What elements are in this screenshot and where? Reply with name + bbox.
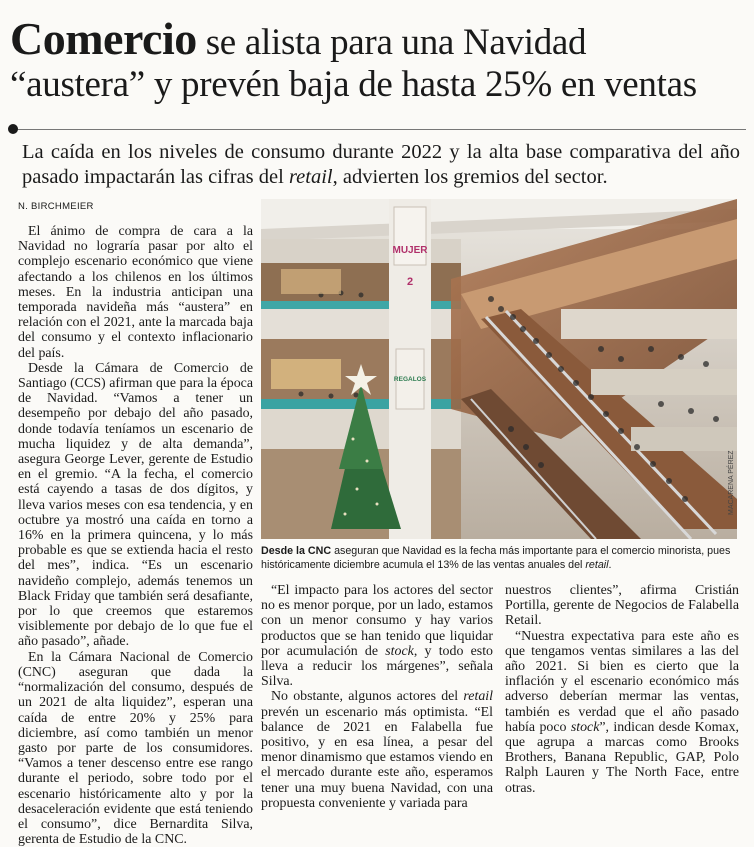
text-run: “El impacto para los actores del sector no es menor porque, por un lado, estamos con un menor consumo y hay varios productos que se han tenido que liquidar por acumulación de <box>261 583 493 659</box>
headline <box>10 13 750 106</box>
byline: N. BIRCHMEIER <box>18 201 94 212</box>
photo-caption <box>261 544 737 572</box>
sign-floor-number: 2 <box>406 276 414 288</box>
mall-photo <box>261 199 737 539</box>
paragraph <box>261 689 493 811</box>
text-italic: stock <box>570 719 600 735</box>
paragraph: nuestros clientes”, afirma Cristián Portilla, gerente de Negocios de Falabella Retail. <box>505 583 739 629</box>
photo-credit: MACARENA PÉREZ <box>728 450 735 515</box>
paragraph: En la Cámara Nacional de Comercio (CNC) aseguran que dada la “normalización del consumo, después de un 2021 de alta liquidez”, esperan una caída de entre 20% y 25% para diciembre, así como también un menor gasto por parte de los consumidores. “Vamos a tener descenso entre ese rango durante el periodo, sobre todo por el escenario históricamente alto y por la desaceleración evidente que está teniendo el consumo”, dice Bernardita Silva, gerenta de Estudio de la CNC. <box>18 649 253 847</box>
text-run: No obstante, algunos actores del <box>271 689 464 705</box>
deck-subtitle <box>22 140 740 190</box>
caption-text: aseguran que Navidad es la fecha más importante para el comercio minorista, pues históricamente diciembre acumula el 13% de las ventas anuales del <box>261 545 731 571</box>
paragraph <box>261 583 493 689</box>
sign-regalos: REGALOS <box>393 376 427 383</box>
article-column-3 <box>505 583 739 796</box>
text-run: prevén un escenario más optimista. “El balance de 2021 en Falabella fue positivo, y en esa línea, a pesar del menor dinamismo que estamos viendo en el mercado durante este año, esperamos tener una muy buena Navidad, con una propuesta conveniente y variada para <box>261 704 493 811</box>
text-run: ”, indican desde Komax, que agrupa a marcas como Brooks Brothers, Banana Republic, GAP, Polo Ralph Lauren y The North Face, entre otras. <box>505 719 739 796</box>
sign-mujer: MUJER <box>392 245 428 256</box>
article-column-1 <box>18 224 253 847</box>
caption-bold: Desde la CNC <box>261 545 332 557</box>
text-run: , y todo esto lleva a reducir los márgenes”, señala Silva. <box>261 643 493 690</box>
paragraph: Desde la Cámara de Comercio de Santiago (CCS) afirman que para la época de Navidad. “Vamos a tener un desempeño por debajo del año pasado, donde todavía teníamos un escenario de mucha liquidez y de alta demanda”, asegura George Lever, gerente de Estudio en el gremio. “A la fecha, el comercio está cayendo a tasas de dos dígitos, y lleva varios meses con esa tendencia, y en octubre ya mostró una caída en torno a 16% en la primera quincena, y lo más probable es que se extienda hacia el resto del mes”, indica. “Es un escenario navideño complejo, además tenemos un Black Friday que también será desafiante, por lo que creemos que estaremos visiblemente por debajo de lo que fue el año pasado”, añade. <box>18 360 253 650</box>
section-rule <box>10 129 746 130</box>
bullet-icon <box>8 124 18 134</box>
text-italic: stock <box>385 643 414 659</box>
paragraph <box>505 629 739 796</box>
article-column-2 <box>261 583 493 811</box>
paragraph: El ánimo de compra de cara a la Navidad no lograría pasar por alto el complejo escenario económico que viene afectando a los chilenos en los últimos meses. En la industria anticipan una temporada navideña más “austera” en relación con el 2021, ante la marcada baja del consumo y el contexto inflacionario del país. <box>18 224 253 361</box>
text-italic: retail <box>463 689 493 705</box>
caption-retail: retail <box>585 559 609 571</box>
headline-line-2: “austera” y prevén baja de hasta 25% en ventas <box>10 64 697 105</box>
deck-part-2: , advierten los gremios del sector. <box>332 166 608 188</box>
text-run: “Nuestra expectativa para este año es que tengamos ventas similares a las del año 2021. Si bien es cierto que la inflación y el escenario económico más adverso deberían mermar las ventas, también es verdad que el año pasado había poco <box>505 628 739 735</box>
headline-line-1-rest: se alista para una Navidad <box>196 22 587 63</box>
caption-end: . <box>608 559 612 571</box>
headline-line-1 <box>10 13 750 64</box>
headline-kicker: Comercio <box>10 13 197 64</box>
deck-retail: retail <box>288 166 333 188</box>
deck-part-1: La caída en los niveles de consumo durante 2022 y la alta base comparativa del año pasado impactarán las cifras del <box>22 141 740 188</box>
